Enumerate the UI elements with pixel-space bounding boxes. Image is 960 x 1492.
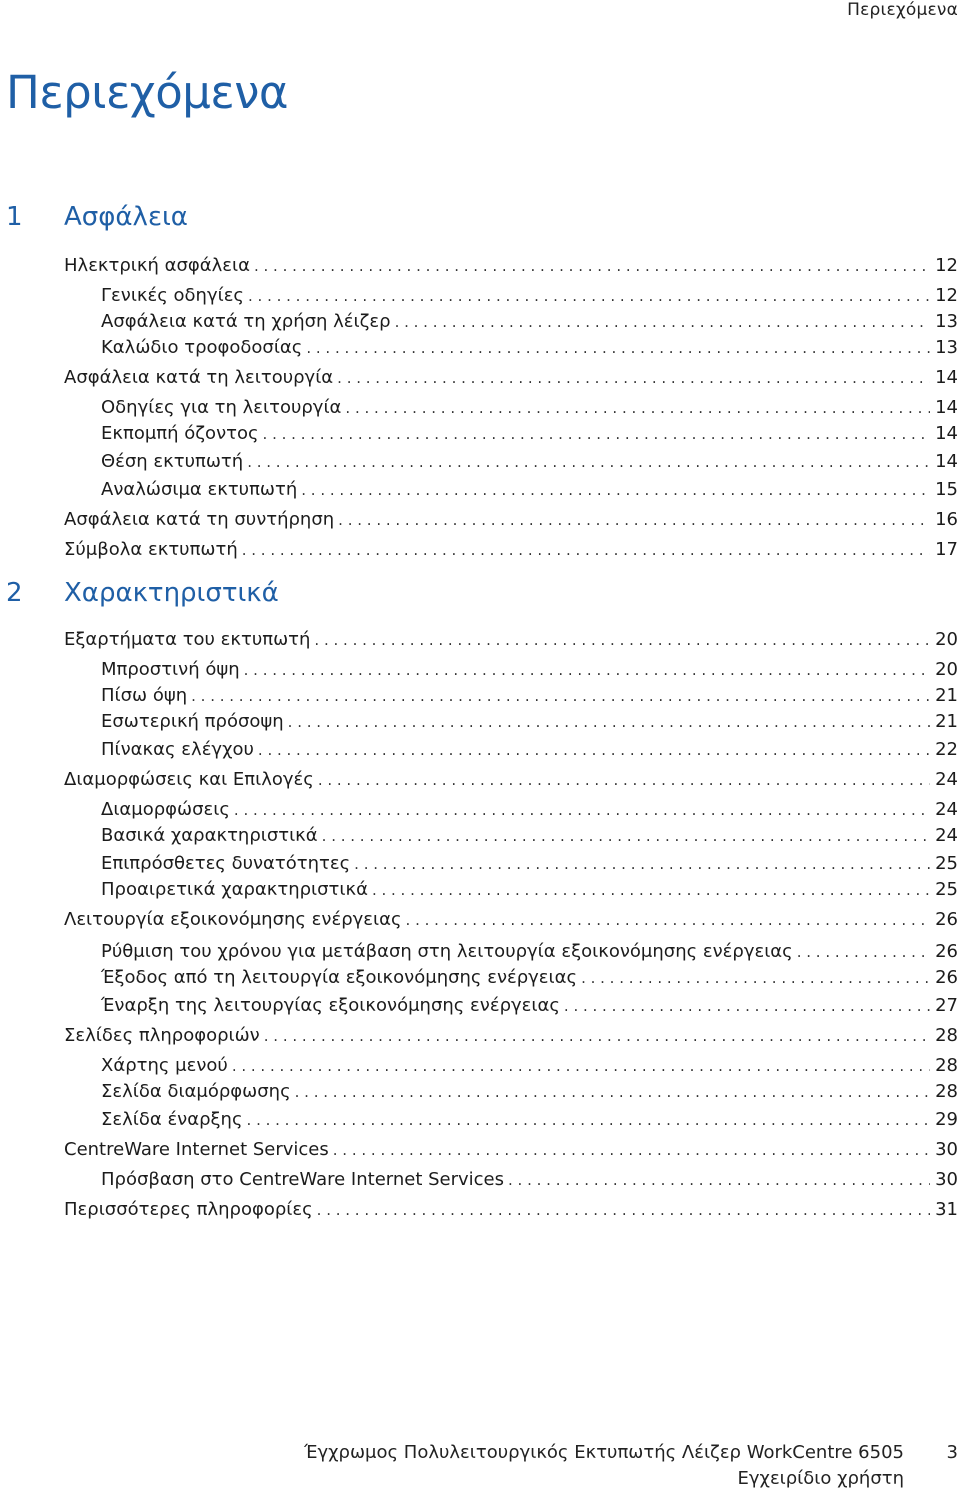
toc-entry-page: 28 [935,1055,958,1076]
dot-leader [234,798,930,822]
dot-leader [333,1138,930,1162]
chapter-number: 2 [6,578,23,608]
toc-entry-title: Ασφάλεια κατά τη συντήρηση [64,509,335,530]
chapter-title: Χαρακτηριστικά [64,578,279,608]
chapter-heading-2 [6,576,279,610]
dot-leader [247,1108,930,1132]
dot-leader [338,508,930,532]
toc-entry-title: Πίσω όψη [101,685,188,706]
toc-entry[interactable] [64,366,958,390]
toc-entry-page: 14 [935,423,958,444]
footer-page-number: 3 [946,1442,958,1463]
toc-entry[interactable] [101,966,958,990]
dot-leader [254,254,930,278]
toc-entry-page: 28 [935,1081,958,1102]
toc-entry[interactable] [101,422,958,446]
toc-entry-title: Ηλεκτρική ασφάλεια [64,255,250,276]
toc-entry-title: Εσωτερική πρόσοψη [101,711,284,732]
dot-leader [322,824,930,848]
toc-entry[interactable] [101,824,958,848]
dot-leader [406,908,930,932]
toc-entry[interactable] [64,1138,958,1162]
toc-entry-title: Εκπομπή όζοντος [101,423,259,444]
toc-entry[interactable] [64,1198,958,1222]
toc-entry-title: Σύμβολα εκτυπωτή [64,539,238,560]
toc-entry-title: Πίνακας ελέγχου [101,739,254,760]
toc-entry-page: 26 [935,967,958,988]
toc-entry-page: 30 [935,1169,958,1190]
toc-entry-page: 12 [935,255,958,276]
toc-entry-page: 13 [935,337,958,358]
dot-leader [191,684,930,708]
toc-entry-page: 20 [935,659,958,680]
toc-entry-title: Σελίδες πληροφοριών [64,1025,260,1046]
toc-entry-page: 21 [935,685,958,706]
dot-leader [247,450,930,474]
toc-entry-page: 14 [935,397,958,418]
toc-entry-title: Θέση εκτυπωτή [101,451,244,472]
toc-entry-page: 30 [935,1139,958,1160]
toc-entry-title: Γενικές οδηγίες [101,285,244,306]
dot-leader [232,1054,930,1078]
toc-entry[interactable] [101,852,958,876]
toc-entry-page: 26 [935,941,958,962]
toc-entry-title: Βασικά χαρακτηριστικά [101,825,318,846]
toc-entry-title: Οδηγίες για τη λειτουργία [101,397,342,418]
toc-entry-page: 26 [935,909,958,930]
toc-entry-title: Μπροστινή όψη [101,659,240,680]
toc-entry-page: 15 [935,479,958,500]
toc-entry-page: 13 [935,311,958,332]
toc-entry[interactable] [101,450,958,474]
dot-leader [318,768,930,792]
toc-entry[interactable] [64,538,958,562]
dot-leader [317,1198,930,1222]
toc-entry[interactable] [64,908,958,932]
toc-entry-title: Έξοδος από τη λειτουργία εξοικονόμησης ενέργειας [101,967,578,988]
toc-entry-title: Σελίδα διαμόρφωσης [101,1081,291,1102]
toc-entry-title: Χάρτης μενού [101,1055,228,1076]
toc-entry-title: Καλώδιο τροφοδοσίας [101,337,303,358]
toc-entry-page: 17 [935,539,958,560]
toc-entry[interactable] [64,768,958,792]
dot-leader [301,478,930,502]
toc-entry[interactable] [101,994,958,1018]
dot-leader [337,366,930,390]
toc-entry-page: 22 [935,739,958,760]
toc-entry-title: Λειτουργία εξοικονόμησης ενέργειας [64,909,402,930]
toc-entry-title: Ρύθμιση του χρόνου για μετάβαση στη λειτουργία εξοικονόμησης ενέργειας [101,941,793,962]
dot-leader [244,658,930,682]
toc-entry-title: Εξαρτήματα του εκτυπωτή [64,629,311,650]
toc-entry-title: Ασφάλεια κατά τη λειτουργία [64,367,334,388]
toc-entry[interactable] [101,940,958,964]
toc-entry-title: Σελίδα έναρξης [101,1109,243,1130]
dot-leader [306,336,930,360]
chapter-heading-1 [6,200,188,234]
running-header: Περιεχόμενα [847,0,958,20]
dot-leader [797,940,930,964]
dot-leader [295,1080,930,1104]
dot-leader [395,310,930,334]
toc-entry-page: 12 [935,285,958,306]
toc-entry-title: Περισσότερες πληροφορίες [64,1199,313,1220]
dot-leader [564,994,930,1018]
toc-entry-title: Διαμορφώσεις [101,799,230,820]
footer-document-type: Εγχειρίδιο χρήστη [737,1468,904,1489]
dot-leader [242,538,930,562]
toc-entry-page: 27 [935,995,958,1016]
toc-entry-page: 29 [935,1109,958,1130]
toc-entry[interactable] [101,738,958,762]
dot-leader [288,710,930,734]
toc-entry-page: 21 [935,711,958,732]
toc-entry-page: 31 [935,1199,958,1220]
toc-entry-page: 24 [935,825,958,846]
chapter-number: 1 [6,202,23,232]
toc-entry-page: 24 [935,799,958,820]
dot-leader [248,284,930,308]
toc-entry-title: Επιπρόσθετες δυνατότητες [101,853,351,874]
dot-leader [264,1024,930,1048]
toc-entry[interactable] [64,508,958,532]
dot-leader [354,852,930,876]
toc-entry[interactable] [101,336,958,360]
dot-leader [508,1168,930,1192]
toc-entry[interactable] [101,1168,958,1192]
toc-entry[interactable] [101,1054,958,1078]
toc-entry[interactable] [101,878,958,902]
toc-entry[interactable] [64,628,958,652]
toc-entry[interactable] [64,1024,958,1048]
toc-entry[interactable] [101,478,958,502]
page-title: Περιεχόμενα [6,66,289,119]
toc-entry[interactable] [64,254,958,278]
dot-leader [372,878,930,902]
dot-leader [314,628,930,652]
toc-entry-page: 14 [935,367,958,388]
toc-entry[interactable] [101,1080,958,1104]
toc-entry[interactable] [101,1108,958,1132]
dot-leader [345,396,930,420]
toc-entry[interactable] [101,396,958,420]
toc-entry-title: Πρόσβαση στο CentreWare Internet Services [101,1169,505,1190]
toc-entry-page: 20 [935,629,958,650]
toc-entry-page: 24 [935,769,958,790]
dot-leader [263,422,930,446]
toc-entry-title: CentreWare Internet Services [64,1139,329,1160]
toc-entry-page: 25 [935,879,958,900]
toc-entry[interactable] [101,658,958,682]
toc-entry-page: 25 [935,853,958,874]
footer-product-name: Έγχρωμος Πολυλειτουργικός Εκτυπωτής Λέιζερ WorkCentre 6505 [304,1442,904,1463]
toc-entry[interactable] [101,710,958,734]
toc-entry[interactable] [101,284,958,308]
toc-entry-title: Έναρξη της λειτουργίας εξοικονόμησης ενέργειας [101,995,560,1016]
chapter-title: Ασφάλεια [64,202,188,232]
toc-entry-title: Διαμορφώσεις και Επιλογές [64,769,314,790]
toc-entry-page: 28 [935,1025,958,1046]
dot-leader [258,738,930,762]
toc-entry[interactable] [101,310,958,334]
dot-leader [581,966,930,990]
toc-entry-page: 16 [935,509,958,530]
toc-entry[interactable] [101,798,958,822]
toc-entry-title: Προαιρετικά χαρακτηριστικά [101,879,368,900]
toc-entry-title: Ασφάλεια κατά τη χρήση λέιζερ [101,311,391,332]
toc-entry-page: 14 [935,451,958,472]
toc-entry-title: Αναλώσιμα εκτυπωτή [101,479,298,500]
toc-entry[interactable] [101,684,958,708]
